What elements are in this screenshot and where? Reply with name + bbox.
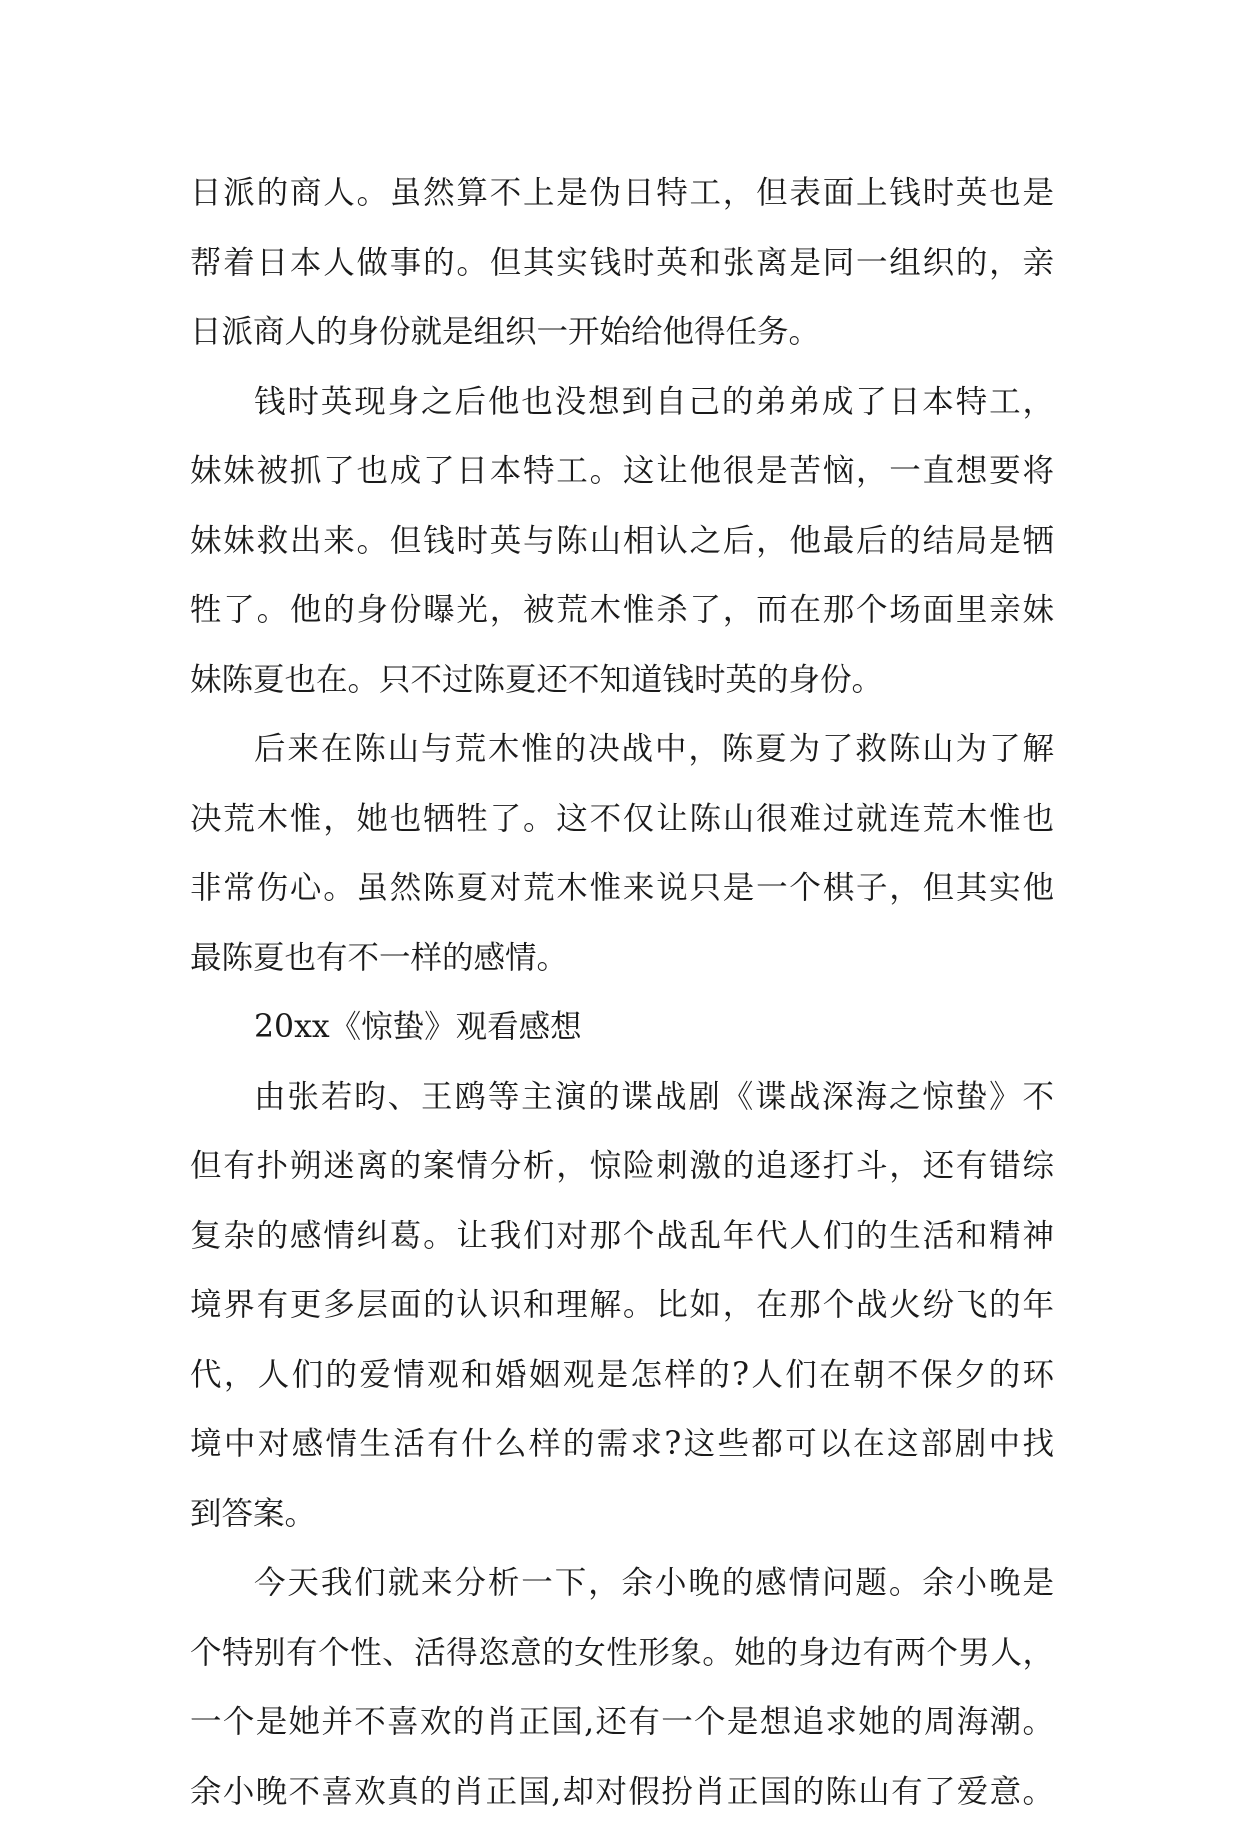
text-line: 牲了。他的身份曝光，被荒木惟杀了，而在那个场面里亲妹 bbox=[190, 576, 1054, 646]
text-line: 但有扑朔迷离的案情分析，惊险刺激的追逐打斗，还有错综 bbox=[190, 1132, 1054, 1202]
body-text bbox=[190, 159, 1054, 1827]
text-line: 复杂的感情纠葛。让我们对那个战乱年代人们的生活和精神 bbox=[190, 1202, 1054, 1272]
text-line: 境界有更多层面的认识和理解。比如，在那个战火纷飞的年 bbox=[190, 1271, 1054, 1341]
section-heading: 20xx《惊蛰》观看感想 bbox=[190, 993, 1054, 1063]
text-line: 帮着日本人做事的。但其实钱时英和张离是同一组织的，亲 bbox=[190, 229, 1054, 299]
text-line: 妹陈夏也在。只不过陈夏还不知道钱时英的身份。 bbox=[190, 646, 1054, 716]
text-line: 妹妹被抓了也成了日本特工。这让他很是苦恼，一直想要将 bbox=[190, 437, 1054, 507]
text-line: 后来在陈山与荒木惟的决战中，陈夏为了救陈山为了解 bbox=[190, 715, 1054, 785]
text-line: 一个是她并不喜欢的肖正国,还有一个是想追求她的周海潮。 bbox=[190, 1688, 1054, 1758]
text-line: 日派的商人。虽然算不上是伪日特工，但表面上钱时英也是 bbox=[190, 159, 1054, 229]
text-line: 妹妹救出来。但钱时英与陈山相认之后，他最后的结局是牺 bbox=[190, 507, 1054, 577]
text-line: 决荒木惟，她也牺牲了。这不仅让陈山很难过就连荒木惟也 bbox=[190, 785, 1054, 855]
text-line: 余小晚不喜欢真的肖正国,却对假扮肖正国的陈山有了爱意。 bbox=[190, 1758, 1054, 1827]
text-line: 今天我们就来分析一下，余小晚的感情问题。余小晚是 bbox=[190, 1549, 1054, 1619]
text-line: 到答案。 bbox=[190, 1480, 1054, 1550]
text-line: 最陈夏也有不一样的感情。 bbox=[190, 924, 1054, 994]
text-line: 境中对感情生活有什么样的需求?这些都可以在这部剧中找 bbox=[190, 1410, 1054, 1480]
text-line: 钱时英现身之后他也没想到自己的弟弟成了日本特工， bbox=[190, 368, 1054, 438]
text-line: 个特别有个性、活得恣意的女性形象。她的身边有两个男人， bbox=[190, 1619, 1054, 1689]
text-line: 非常伤心。虽然陈夏对荒木惟来说只是一个棋子，但其实他 bbox=[190, 854, 1054, 924]
text-line: 代，人们的爱情观和婚姻观是怎样的?人们在朝不保夕的环 bbox=[190, 1341, 1054, 1411]
text-line: 日派商人的身份就是组织一开始给他得任务。 bbox=[190, 298, 1054, 368]
text-line: 由张若昀、王鸥等主演的谍战剧《谍战深海之惊蛰》不 bbox=[190, 1063, 1054, 1133]
